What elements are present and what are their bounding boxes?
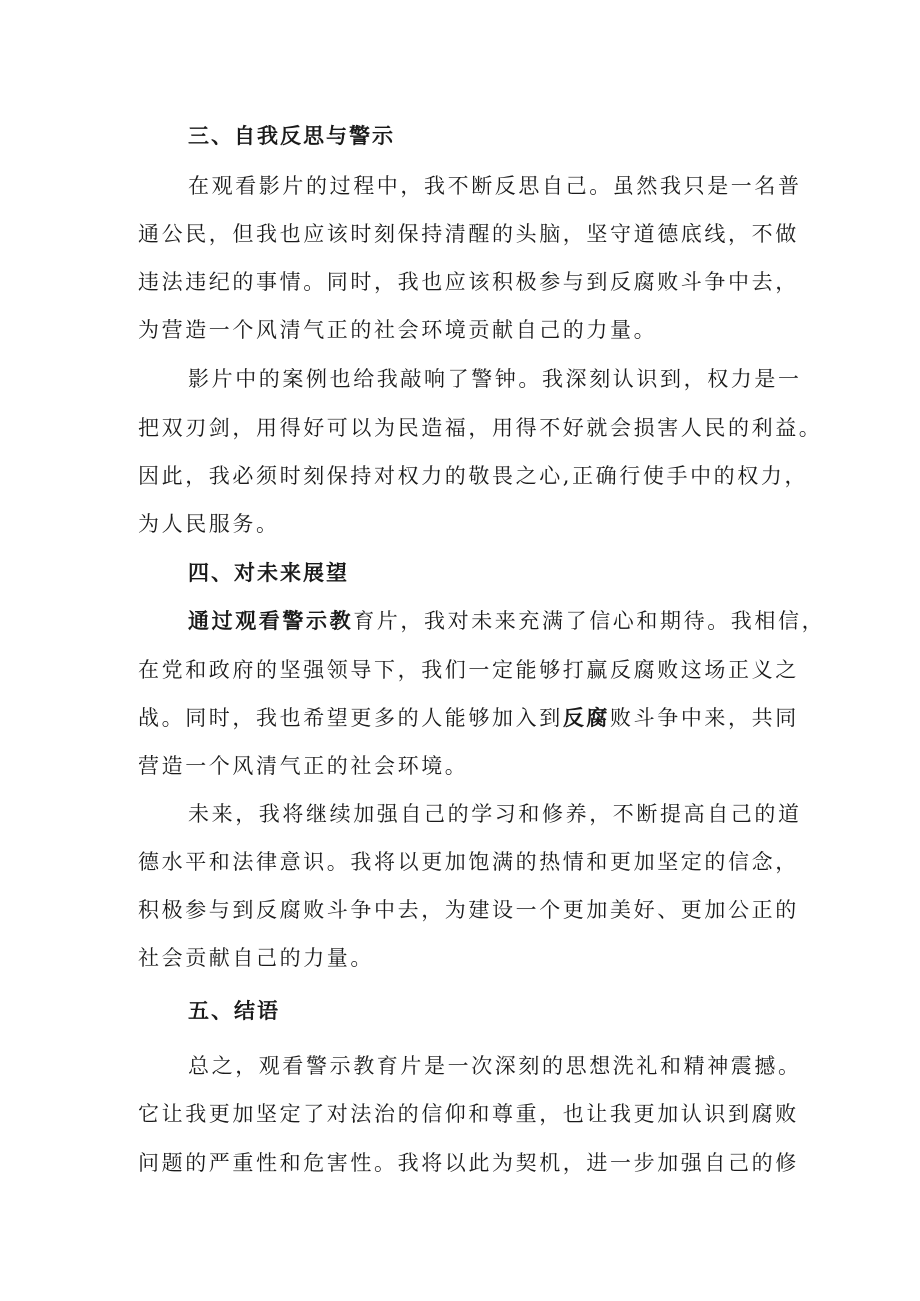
paragraph-line: 在党和政府的坚强领导下，我们一定能够打赢反腐败这场正义之 [138,658,799,682]
text-run: 育片，我对未来充满了信心和期待。我相信， [353,609,826,633]
text-run: 战。同时，我也希望更多的人能够加入到 [138,706,563,730]
paragraph-line: 它让我更加坚定了对法治的信仰和尊重，也让我更加认识到腐败 [138,1102,799,1126]
paragraph-line: 社会贡献自己的力量。 [138,946,374,970]
paragraph-line: 未来，我将继续加强自己的学习和修养，不断提高自己的道 [188,802,802,826]
bold-text: 通过观看警示教 [188,609,354,633]
paragraph-line: 总之，观看警示教育片是一次深刻的思想洗礼和精神震撼。 [188,1054,802,1078]
paragraph-line [138,703,799,733]
section-heading-5: 五、结语 [188,999,280,1023]
paragraph-line: 德水平和法律意识。我将以更加饱满的热情和更加坚定的信念， [138,850,799,874]
paragraph-line: 积极参与到反腐败斗争中去，为建设一个更加美好、更加公正的 [138,898,799,922]
paragraph-line [188,606,826,636]
paragraph-line: 通公民，但我也应该时刻保持清醒的头脑，坚守道德底线，不做 [138,222,799,246]
paragraph-line: 问题的严重性和危害性。我将以此为契机，进一步加强自己的修 [138,1151,799,1175]
bold-text: 反腐 [562,706,611,730]
paragraph-line: 为营造一个风清气正的社会环境贡献自己的力量。 [138,318,658,342]
paragraph-line: 为人民服务。 [138,512,280,536]
text-run: 败斗争中来，共同 [610,706,799,730]
paragraph-line: 把双刃剑，用得好可以为民造福，用得不好就会损害人民的利益。 [138,416,823,440]
section-heading-4: 四、对未来展望 [188,561,349,585]
paragraph-line: 影片中的案例也给我敲响了警钟。我深刻认识到，权力是一 [188,367,802,391]
paragraph-line: 在观看影片的过程中，我不断反思自己。虽然我只是一名普 [188,174,802,198]
paragraph-line: 违法违纪的事情。同时，我也应该积极参与到反腐败斗争中去， [138,270,799,294]
section-heading-3: 三、自我反思与警示 [188,124,395,148]
paragraph-line: 因此，我必须时刻保持对权力的敬畏之心,正确行使手中的权力， [138,464,809,488]
paragraph-line: 营造一个风清气正的社会环境。 [138,754,469,778]
